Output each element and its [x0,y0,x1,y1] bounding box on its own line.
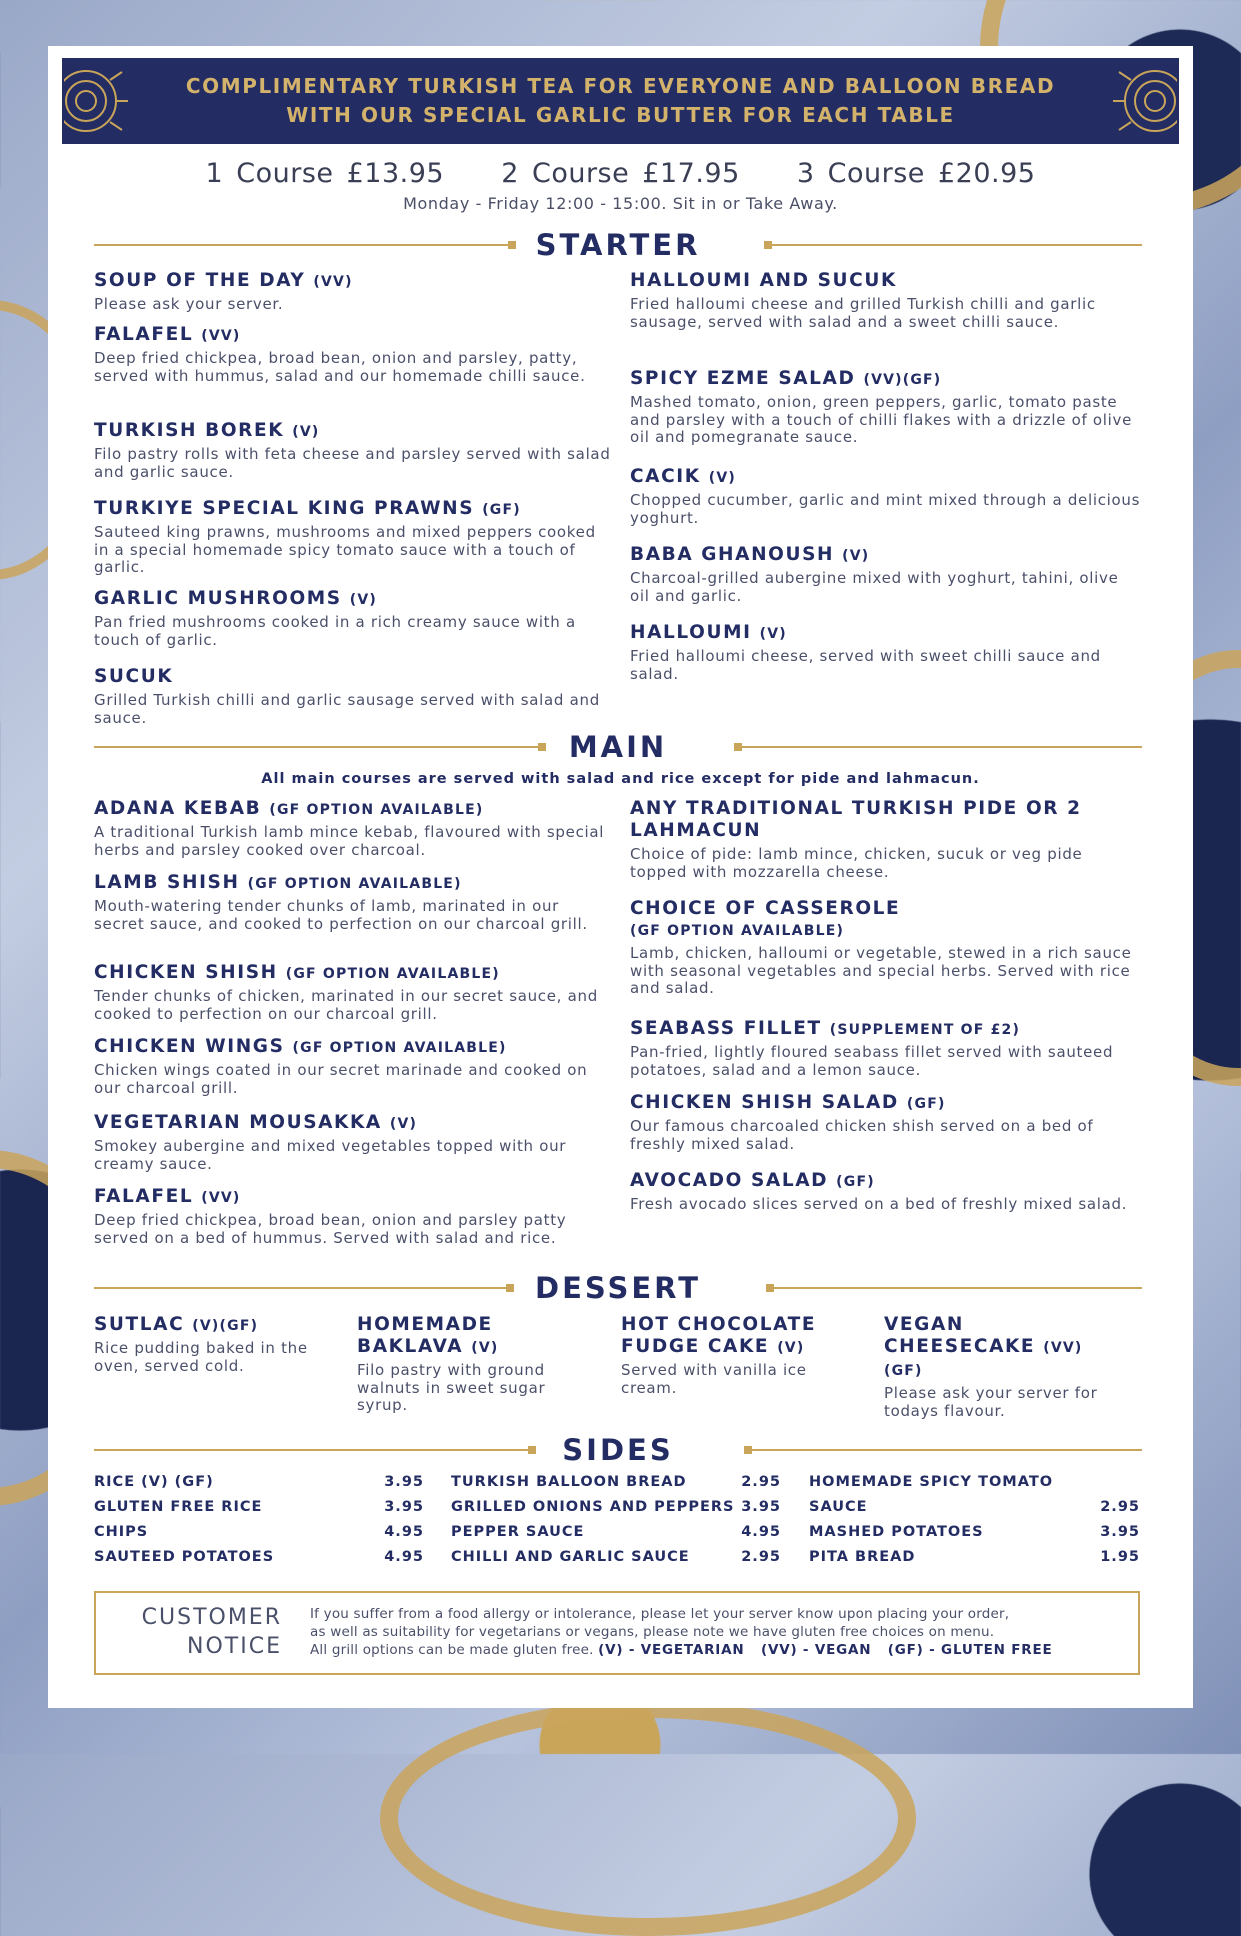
menu-item-name [94,666,614,689]
menu-item-description: Tender chunks of chicken, marinated in our secret sauce, and cooked to perfection on our charcoal grill. [94,987,598,1023]
menu-item-name [94,324,614,347]
menu-item-name [630,368,1142,391]
starter-heading [94,228,1142,262]
dietary-tag: (V)(GF) [192,1318,259,1334]
item-title: GARLIC MUSHROOMS [94,588,342,609]
dietary-tag: (V) [777,1340,805,1356]
menu-item-name [630,544,1142,567]
menu-item-description: Fresh avocado slices served on a bed of freshly mixed salad. [630,1195,1128,1213]
menu-item-name [94,872,614,895]
dietary-tag: (V) [759,626,787,642]
menu-item [630,466,1142,527]
item-title: HOT CHOCOLATE FUDGE CAKE [621,1314,817,1357]
menu-item [94,1112,614,1173]
side-item [809,1499,1140,1524]
item-title: SPICY EZME SALAD [630,368,856,389]
menu-item [94,798,614,859]
side-item-name: PEPPER SAUCE [451,1524,585,1540]
menu-item-description: Lamb, chicken, halloumi or vegetable, stewed in a rich sauce with seasonal vegetables and special herbs. Served with rice and salad. [630,944,1132,997]
menu-item-name [630,798,1142,843]
menu-item-description: Grilled Turkish chilli and garlic sausage served with salad and sauce. [94,691,600,727]
ornament-icon [1105,62,1177,140]
dietary-tag: (VV) [313,274,353,290]
item-title: SEABASS FILLET [630,1018,822,1039]
side-item [451,1524,781,1549]
dietary-tag: (GF OPTION AVAILABLE) [269,802,484,818]
side-item [94,1499,424,1524]
menu-item-name [630,1092,1142,1115]
menu-item [94,498,614,577]
menu-item-name [94,1314,324,1337]
menu-item-name [630,270,1142,293]
menu-item [94,324,614,385]
menu-item-description: Choice of pide: lamb mince, chicken, sucuk or veg pide topped with mozzarella cheese. [630,845,1083,881]
item-title: CACIK [630,466,701,487]
menu-item [630,1018,1142,1079]
section-title: STARTER [535,228,701,262]
dietary-tag: (VV) [201,328,241,344]
side-item [451,1474,781,1499]
menu-item-name [630,1170,1142,1193]
menu-item-description: Please ask your server. [94,295,284,313]
side-item-name: PITA BREAD [809,1549,916,1565]
dietary-tag: (VV) [201,1190,241,1206]
dietary-tag: (VV)(GF) [863,372,942,388]
customer-notice [94,1591,1140,1675]
background-swirl-decoration [380,1700,916,1936]
dietary-tag: (V) [292,424,320,440]
menu-item [630,544,1142,605]
menu-item-name [94,498,614,521]
item-title: ANY TRADITIONAL TURKISH PIDE OR 2 LAHMACUN [630,798,1082,841]
item-title: CHICKEN WINGS [94,1036,285,1057]
dietary-tag: (GF) [836,1174,875,1190]
side-item-name: SAUTEED POTATOES [94,1549,275,1565]
item-title: FALAFEL [94,324,194,345]
side-item-price: 4.95 [384,1549,424,1565]
menu-item [884,1314,1114,1420]
menu-item-name [94,420,614,443]
menu-item [357,1314,587,1415]
dietary-tag: (SUPPLEMENT OF £2) [829,1022,1021,1038]
menu-item-description: Please ask your server for todays flavour. [884,1384,1098,1420]
menu-item-description: Pan fried mushrooms cooked in a rich creamy sauce with a touch of garlic. [94,613,576,649]
item-title: LAMB SHISH [94,872,240,893]
side-item-price: 3.95 [384,1499,424,1515]
side-item [809,1474,1140,1499]
item-title: SOUP OF THE DAY [94,270,306,291]
notice-label-line-1: CUSTOMER [141,1605,282,1630]
side-item-price: 4.95 [741,1524,781,1540]
banner-line-1: COMPLIMENTARY TURKISH TEA FOR EVERYONE AND BALLOON BREAD [185,74,1056,98]
dessert-heading [94,1271,1142,1305]
menu-item-name [621,1314,851,1359]
section-title: SIDES [562,1433,674,1467]
price-one-course: 1 Course £13.95 [205,158,445,189]
menu-item [94,666,614,727]
menu-item-description: Pan-fried, lightly floured seabass fillet served with sauteed potatoes, salad and a lemon sauce. [630,1043,1114,1079]
side-item [94,1549,424,1574]
item-title: CHICKEN SHISH SALAD [630,1092,899,1113]
menu-item-name [357,1314,587,1359]
menu-item [94,270,614,314]
dietary-tag: (GF OPTION AVAILABLE) [292,1040,507,1056]
menu-item-description: Filo pastry rolls with feta cheese and parsley served with salad and garlic sauce. [94,445,611,481]
side-item-name: GRILLED ONIONS AND PEPPERS [451,1499,735,1515]
dietary-tag: (GF) [906,1096,946,1112]
side-item-price: 2.95 [1100,1499,1140,1515]
menu-item [630,1092,1142,1153]
sides-column [809,1474,1140,1574]
menu-item-name [94,962,614,985]
menu-item-description: Rice pudding baked in the oven, served cold. [94,1339,308,1375]
menu-item-description: Deep fried chickpea, broad bean, onion and parsley, patty, served with hummus, salad and our homemade chilli sauce. [94,349,586,385]
side-item [451,1549,781,1574]
sides-column [451,1474,781,1574]
menu-item-description: Mashed tomato, onion, green peppers, garlic, tomato paste and parsley with a touch of chilli flakes with a drizzle of olive oil and pomegranate sauce. [630,393,1133,446]
section-title: DESSERT [535,1271,701,1305]
side-item [809,1549,1140,1574]
menu-item-name [94,1112,614,1135]
ornament-icon [64,62,136,140]
side-item-name: RICE (V) (GF) [94,1474,214,1490]
dietary-tag: (VV)(GF) [884,1340,1083,1379]
notice-text-grill: All grill options can be made gluten free. [310,1642,594,1658]
side-item-name: TURKISH BALLOON BREAD [451,1474,687,1490]
menu-item [94,962,614,1023]
side-item-name: SAUCE [809,1499,868,1515]
banner-line-2: WITH OUR SPECIAL GARLIC BUTTER FOR EACH TABLE [286,103,955,127]
price-three-course: 3 Course £20.95 [796,158,1036,189]
menu-item-name [630,1018,1142,1041]
complimentary-banner [62,58,1179,144]
menu-item-name [630,622,1142,645]
menu-item-name [94,1036,614,1059]
dietary-tag: (GF OPTION AVAILABLE) [630,923,845,939]
sides-heading [94,1433,1142,1467]
menu-item [94,1314,324,1375]
menu-item [621,1314,851,1397]
menu-item [630,798,1142,881]
dietary-tag: (GF OPTION AVAILABLE) [285,966,500,982]
side-item-price: 4.95 [384,1524,424,1540]
menu-item-description: Charcoal-grilled aubergine mixed with yoghurt, tahini, olive oil and garlic. [630,569,1119,605]
menu-item [630,1170,1142,1214]
price-two-course: 2 Course £17.95 [501,158,740,189]
item-title: CHICKEN SHISH [94,962,278,983]
item-title: SUTLAC [94,1314,185,1335]
side-item-price: 3.95 [384,1474,424,1490]
side-item-name: HOMEMADE SPICY TOMATO [809,1474,1054,1490]
menu-item-name [94,270,614,293]
side-item-price: 3.95 [741,1499,781,1515]
item-title: HALLOUMI [630,622,752,643]
side-item-name: MASHED POTATOES [809,1524,984,1540]
menu-item-description: Served with vanilla ice cream. [621,1361,807,1397]
dietary-tag: (GF) [482,502,521,518]
main-note: All main courses are served with salad and rice except for pide and lahmacun. [261,771,980,787]
dietary-tag: (V) [708,470,736,486]
dietary-legend: (V) - VEGETARIAN (VV) - VEGAN (GF) - GLUTEN FREE [598,1642,1053,1658]
item-title: ADANA KEBAB [94,798,262,819]
side-item [94,1474,424,1499]
item-title: VEGETARIAN MOUSAKKA [94,1112,382,1133]
item-title: VEGAN CHEESECAKE [884,1314,1036,1357]
item-title: SUCUK [94,666,174,687]
menu-item-description: A traditional Turkish lamb mince kebab, flavoured with special herbs and parsley cooked over charcoal. [94,823,605,859]
course-prices [48,158,1193,189]
opening-hours: Monday - Friday 12:00 - 15:00. Sit in or Take Away. [403,194,838,213]
item-title: HOMEMADE BAKLAVA [357,1314,493,1357]
notice-text [310,1605,1120,1659]
menu-item [630,898,1142,998]
menu-item-name [94,798,614,821]
menu-item-description: Smokey aubergine and mixed vegetables topped with our creamy sauce. [94,1137,567,1173]
section-title: MAIN [568,730,668,764]
menu-item [94,1186,614,1247]
menu-item-name [630,466,1142,489]
menu-item-name [94,588,614,611]
item-title: FALAFEL [94,1186,194,1207]
item-title: HALLOUMI AND SUCUK [630,270,897,291]
notice-label-line-2: NOTICE [187,1634,282,1659]
menu-item-description: Fried halloumi cheese and grilled Turkish chilli and garlic sausage, served with salad and a sweet chilli sauce. [630,295,1096,331]
menu-item-name [630,898,1142,942]
menu-item-description: Chopped cucumber, garlic and mint mixed through a delicious yoghurt. [630,491,1141,527]
side-item [809,1524,1140,1549]
dietary-tag: (V) [349,592,377,608]
side-item [94,1524,424,1549]
item-title: TURKIYE SPECIAL KING PRAWNS [94,498,475,519]
side-item-price: 2.95 [741,1549,781,1565]
dietary-tag: (V) [389,1116,418,1132]
side-item-price: 3.95 [1100,1524,1140,1540]
menu-item [630,368,1142,447]
menu-item [94,588,614,649]
item-title: TURKISH BOREK [94,420,285,441]
menu-sheet [48,46,1193,1708]
notice-text-line-2: as well as suitability for vegetarians or vegans, please note we have gluten free choices on menu. [310,1624,995,1640]
menu-item-description: Filo pastry with ground walnuts in sweet sugar syrup. [357,1361,546,1414]
menu-item [630,622,1142,683]
menu-item-description: Fried halloumi cheese, served with sweet chilli sauce and salad. [630,647,1101,683]
notice-text-line-1: If you suffer from a food allergy or intolerance, please let your server know upon placing your order, [310,1606,1010,1622]
menu-item-description: Sauteed king prawns, mushrooms and mixed peppers cooked in a special homemade spicy tomato sauce with a touch of garlic. [94,523,596,576]
dietary-tag: (V) [471,1340,499,1356]
item-title: AVOCADO SALAD [630,1170,829,1191]
dietary-tag: (GF OPTION AVAILABLE) [247,876,462,892]
item-title: CHOICE OF CASSEROLE [630,898,901,919]
side-item-name: CHIPS [94,1524,149,1540]
dietary-tag: (V) [842,548,870,564]
sides-column [94,1474,424,1574]
menu-item [94,420,614,481]
menu-item [94,872,614,933]
menu-item-description: Mouth-watering tender chunks of lamb, marinated in our secret sauce, and cooked to perfection on our charcoal grill. [94,897,588,933]
side-item-price: 1.95 [1100,1549,1140,1565]
main-heading [94,730,1142,764]
menu-item-name [884,1314,1114,1382]
side-item-name: GLUTEN FREE RICE [94,1499,263,1515]
side-item [451,1499,781,1524]
side-item-price: 2.95 [741,1474,781,1490]
notice-text-line-3 [310,1641,1120,1659]
side-item-name: CHILLI AND GARLIC SAUCE [451,1549,690,1565]
notice-label [132,1603,282,1661]
menu-item [94,1036,614,1097]
menu-item-description: Deep fried chickpea, broad bean, onion and parsley patty served on a bed of hummus. Served with salad and rice. [94,1211,567,1247]
item-title: BABA GHANOUSH [630,544,835,565]
menu-item [630,270,1142,331]
menu-item-description: Our famous charcoaled chicken shish served on a bed of freshly mixed salad. [630,1117,1094,1153]
menu-item-description: Chicken wings coated in our secret marinade and cooked on our charcoal grill. [94,1061,588,1097]
menu-item-name [94,1186,614,1209]
